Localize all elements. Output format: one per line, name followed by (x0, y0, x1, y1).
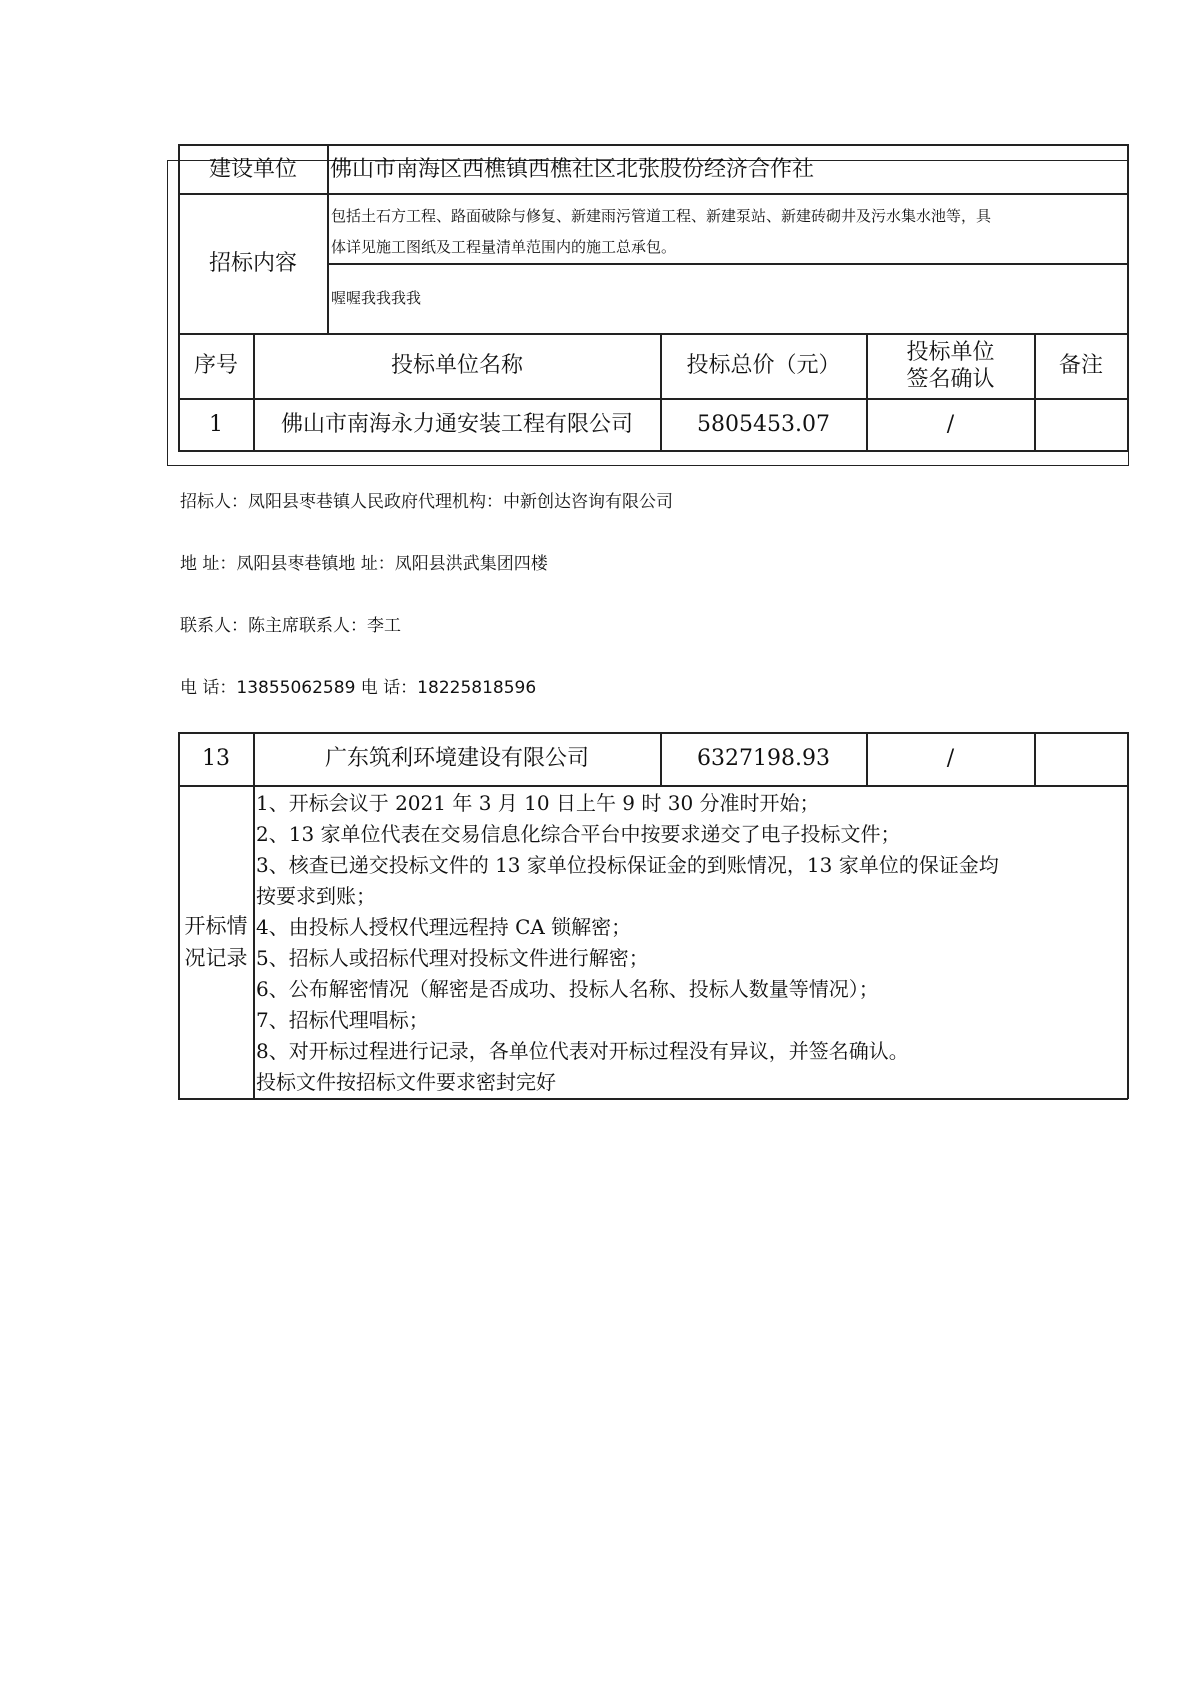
record-line: 1、开标会议于 2021 年 3 月 10 日上午 9 时 30 分准时开始； (256, 791, 820, 815)
construction-unit-value: 佛山市南海区西樵镇西樵社区北张股份经济合作社 (330, 157, 815, 183)
record-line: 6、公布解密情况（解密是否成功、投标人名称、投标人数量等情况）； (256, 977, 879, 1001)
row-bidder-name: 广东筑利环境建设有限公司 (324, 746, 589, 772)
table-border (178, 450, 1128, 452)
row-bidder-name: 佛山市南海永力通安装工程有限公司 (280, 411, 633, 437)
row-sign: / (946, 746, 955, 772)
record-line: 4、由投标人授权代理远程持 CA 锁解密； (256, 915, 632, 939)
row-total-price: 6327198.93 (697, 746, 830, 772)
construction-unit-label: 建设单位 (208, 157, 297, 183)
phone-line: 电 话：13855062589 电 话：18225818596 (180, 678, 537, 698)
header-remark: 备注 (1058, 353, 1103, 379)
record-line: 3、核查已递交投标文件的 13 家单位投标保证金的到账情况，13 家单位的保证金均 (256, 853, 999, 877)
tender-content-label: 招标内容 (208, 250, 297, 276)
tender-content-extra: 喔喔我我我我 (331, 289, 422, 308)
table-border (178, 144, 1128, 146)
table-border (1127, 144, 1129, 451)
address-line: 地 址：凤阳县枣巷镇地 址：凤阳县洪武集团四楼 (180, 554, 548, 574)
opening-record-content (256, 788, 1124, 1098)
header-sign-confirm (867, 334, 1034, 398)
tenderer-line: 招标人：凤阳县枣巷镇人民政府代理机构：中新创达咨询有限公司 (180, 492, 673, 512)
row-remark (1035, 733, 1127, 785)
table-border (178, 1098, 1128, 1100)
record-line: 5、招标人或招标代理对投标文件进行解密； (256, 946, 649, 970)
opening-record-label-line: 开标情 (184, 914, 248, 938)
header-sign-line: 签名确认 (906, 367, 995, 392)
contact-line: 联系人：陈主席联系人：李工 (180, 616, 401, 636)
record-line: 2、13 家单位代表在交易信息化综合平台中按要求递交了电子投标文件； (256, 822, 901, 846)
row-seq: 1 (209, 411, 223, 437)
table-border (1127, 732, 1129, 1099)
header-total-price: 投标总价（元） (686, 353, 841, 379)
row-remark (1035, 399, 1127, 450)
header-seq: 序号 (193, 353, 238, 379)
record-line: 8、对开标过程进行记录，各单位代表对开标过程没有异议，并签名确认。 (256, 1039, 909, 1063)
opening-record-label (179, 786, 253, 1098)
record-line: 按要求到账； (256, 884, 376, 908)
record-line: 7、招标代理唱标； (256, 1008, 429, 1032)
row-seq: 13 (202, 746, 230, 772)
table-border (327, 144, 329, 334)
header-bidder-name: 投标单位名称 (390, 353, 523, 379)
header-sign-line: 投标单位 (906, 339, 995, 365)
tender-content-text (331, 201, 1126, 263)
row-total-price: 5805453.07 (697, 411, 830, 437)
tender-content-line: 包括土石方工程、路面破除与修复、新建雨污管道工程、新建泵站、新建砖砌井及污水集水池等，具 (331, 207, 992, 225)
opening-record-label-line: 况记录 (184, 946, 248, 970)
record-line: 投标文件按招标文件要求密封完好 (256, 1070, 556, 1094)
table-border (253, 732, 255, 1099)
tender-content-line: 体详见施工图纸及工程量清单范围内的施工总承包。 (331, 238, 677, 256)
row-sign: / (946, 411, 955, 437)
table-border (178, 785, 1128, 787)
